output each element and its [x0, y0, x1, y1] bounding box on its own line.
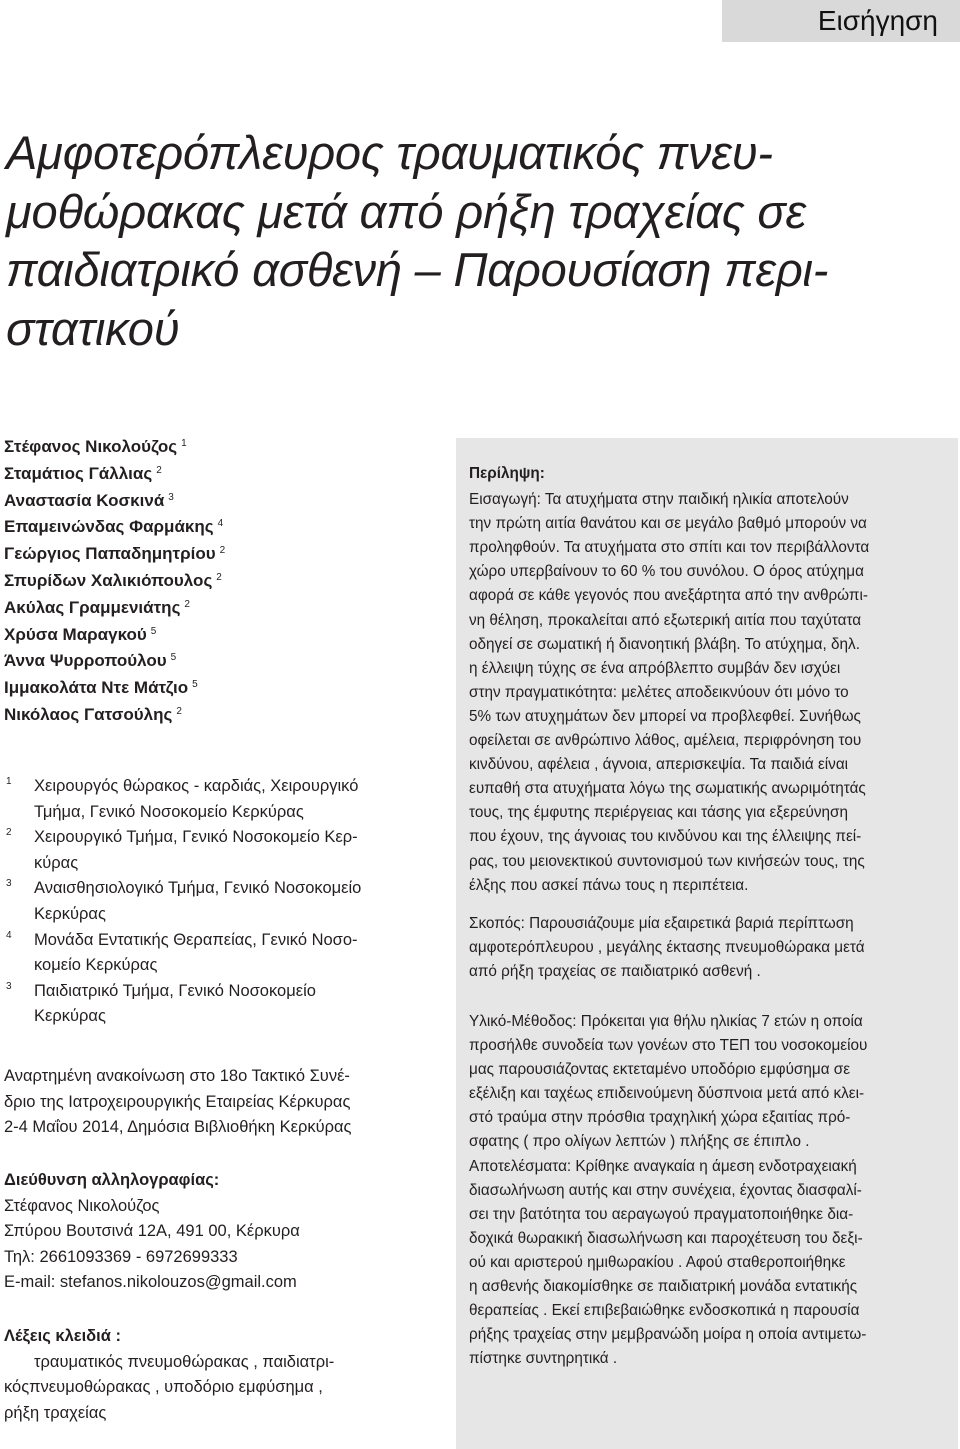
author: Σταμάτιος Γάλλιας $^2$ [4, 463, 162, 483]
contact-email: E-mail: stefanos.nikolouzos@gmail.com [4, 1273, 297, 1292]
author: Αναστασία Κοσκινά $^3$ [4, 490, 174, 510]
abstract-line: σει την βατότητα του αεραγωγού πραγματοποιήθηκε δια- [469, 1205, 854, 1223]
abstract-line: χώρο υπερβαίνουν το 60 % του συνόλου. Ο όρος ατύχημα [469, 563, 864, 581]
abstract-line: Αποτελέσματα: Κρίθηκε αναγκαία η άμεση ενδοτραχειακή [469, 1157, 857, 1175]
correspondence [4, 1168, 440, 1296]
author: Στέφανος Νικολούζος $^1$ [4, 437, 187, 456]
affiliation: 3 Παιδιατρικό Τμήμα, Γενικό Νοσοκομείο Κερκύρας [6, 980, 316, 1026]
abstract-line: θεραπείας . Εκεί επιβεβαιώθηκε ενδοσκοπικά η παρουσία [469, 1302, 860, 1320]
abstract-line: από ρήξη τραχείας σε παιδιατρικό ασθενή . [469, 962, 761, 980]
abstract-line: 5% των ατυχημάτων δεν μπορεί να προβλεφθεί. Συνήθως [469, 707, 861, 725]
author: Ιμμακολάτα Ντε Μάτζιο $^5$ [4, 678, 198, 698]
title-line: Αμφοτερόπλευρος τραυματικός πνευ- [6, 126, 773, 179]
abstract-box [456, 438, 958, 1449]
abstract-methods [469, 1010, 946, 1155]
section-tag: Εισήγηση [722, 0, 960, 42]
abstract-introduction [469, 488, 946, 898]
abstract-line: στην πραγματικότητα: μελέτες αποδεικνύουν ότι μόνο το [469, 683, 849, 701]
abstract-line: ού και αριστερού ημιθωρακίου . Αφού σταθεροποιήθηκε [469, 1253, 846, 1271]
title-line: παιδιατρικό ασθενή – Παρουσίαση περι- [6, 243, 829, 296]
author: Χρύσα Μαραγκού $^5$ [4, 624, 157, 644]
contact-phone: Τηλ: 2661093369 - 6972699333 [4, 1247, 238, 1266]
title-line: στατικού [6, 301, 180, 355]
abstract-line: προληφθούν. Τα ατυχήματα στο σπίτι και τον περιβάλλοντα [469, 539, 870, 557]
affiliation: 4 Μονάδα Εντατικής Θεραπείας, Γενικό Νοσο- κομείο Κερκύρας [6, 929, 358, 975]
contact-address: Σπύρου Βουτσινά 12Α, 491 00, Κέρκυρα [4, 1222, 300, 1241]
abstract-line: Εισαγωγή: Τα ατυχήματα στην παιδική ηλικία αποτελούν [469, 491, 849, 509]
affiliation: 3 Αναισθησιολογικό Τμήμα, Γενικό Νοσοκομείο Κερκύρας [6, 878, 362, 923]
abstract-line: πίστηκε συντηρητικά . [469, 1350, 618, 1368]
abstract-line: αμφοτερόπλευρου , μεγάλης έκτασης πνευμοθώρακα μετά [469, 938, 865, 956]
abstract-line: την πρώτη αιτία θανάτου και σε μεγάλο βαθμό μπορούν να [469, 515, 867, 533]
abstract-line: στό τραύμα στην πρόσθια τραχηλική χώρα εξαιτίας πρό- [469, 1109, 851, 1127]
author: Επαμεινώνδας Φαρμάκης $^4$ [4, 517, 224, 537]
abstract-line: η έλλειψη τύχης σε ένα απρόβλεπτο συμβάν δεν ισχύει [469, 659, 841, 677]
author: Ακύλας Γραμμενιάτης $^2$ [4, 597, 190, 617]
article-title [6, 124, 946, 358]
author: Νικόλαος Γατσούλης $^2$ [4, 704, 182, 724]
keywords: Λέξεις κλειδιά : τραυματικός πνευμοθώρακας , παιδιατρι- κόςπνευμοθώρακας , υποδόριο εμφύσημα , ρήξη τραχείας [4, 1324, 440, 1426]
correspondence-heading: Διεύθυνση αλληλογραφίας: [4, 1171, 220, 1189]
contact-name: Στέφανος Νικολούζος [4, 1196, 160, 1215]
abstract-results [469, 1155, 946, 1372]
author: Σπυρίδων Χαλικιόπουλος $^2$ [4, 570, 222, 590]
abstract-line: οφείλεται σε ανθρώπινο λάθος, αμέλεια, περιφρόνηση του [469, 732, 862, 750]
abstract-line: Υλικό-Μέθοδος: Πρόκειται για θήλυ ηλικίας 7 ετών η οποία [469, 1012, 863, 1030]
affiliation: 2 Χειρουργικό Τμήμα, Γενικό Νοσοκομείο Κερ- κύρας [6, 827, 358, 872]
abstract-heading: Περίληψη: [469, 465, 545, 482]
abstract-line: ρας, του μειονεκτικού συντονισμού των κινήσεών τους, της [469, 852, 865, 870]
title-line: μοθώρακας μετά από ρήξη τραχείας σε [6, 184, 806, 238]
author-list [4, 434, 444, 729]
abstract-line: δοχικά θωρακική διασωλήνωση και παροχέτευση του δεξι- [469, 1229, 863, 1247]
keywords-heading: Λέξεις κλειδιά : [4, 1327, 121, 1345]
abstract-line: Σκοπός: Παρουσιάζουμε μία εξαιρετικά βαριά περίπτωση [469, 914, 854, 932]
abstract-aim [469, 912, 946, 984]
abstract-line: εξέλιξη και ταχέως επιδεινούμενη δύσπνοια μετά από κλει- [469, 1085, 865, 1103]
author: Γεώργιος Παπαδημητρίου $^2$ [4, 544, 226, 564]
abstract-line: σφατης ( προ ολίγων λεπτών ) πλήξης σε έπιπλο . [469, 1133, 810, 1151]
abstract-line: ευπαθή στα ατυχήματα λόγω της σωματικής ανωριμότητάς [469, 780, 866, 798]
author: Άννα Ψυρροπούλου $^5$ [4, 651, 177, 671]
abstract-line: που έχουν, της άγνοιας του κινδύνου και της έλλειψης πεί- [469, 828, 862, 846]
poster-notice: Αναρτημένη ανακοίνωση στο 18ο Τακτικό Συνέ- δριο της Ιατροχειρουργικής Εταιρείας Κέρκυρας 2-4 Μαΐου 2014, Δημόσια Βιβλιοθήκη Κερκύρας [4, 1067, 352, 1137]
affiliation: 1 Χειρουργός θώρακος - καρδιάς, Χειρουργικό Τμήμα, Γενικό Νοσοκομείο Κερκύρας [6, 776, 359, 821]
affiliation-list [4, 774, 444, 1030]
abstract-line: νη θέληση, προκαλείται από εξωτερική αιτία που ταχύτατα [469, 611, 862, 629]
abstract-line: προσήλθε συνοδεία των γονέων στο ΤΕΠ του νοσοκομείου [469, 1037, 868, 1055]
abstract-line: ρήξης τραχείας στην μεμβρανώδη μοίρα η οποία αντιμετω- [469, 1326, 867, 1344]
abstract-line: η ασθενής διακομίσθηκε σε παιδιατρική μονάδα εντατικής [469, 1278, 858, 1295]
abstract-line: τους, της έμφυτης περιέργειας και τάσης για εξερεύνηση [469, 804, 848, 822]
abstract-line: οδηγεί σε σωματική ή διανοητική βλάβη. Το ατύχημα, δηλ. [469, 635, 860, 653]
abstract-line: διασωλήνωση αυτής και στην συνέχεια, έχοντας διασφαλί- [469, 1181, 862, 1199]
abstract-line: αφορά σε κάθε γεγονός που ανεξάρτητα από την ανθρώπι- [469, 587, 868, 605]
abstract-line: κινδύνου, αφέλεια , άγνοια, απερισκεψία. Τα παιδιά είναι [469, 756, 849, 774]
abstract-line: μας παρουσιάζοντας εκτεταμένο υποδόριο εμφύσημα σε [469, 1061, 851, 1079]
abstract-line: έλξης που ασκεί πάνω τους η περιπέτεια. [469, 876, 749, 894]
